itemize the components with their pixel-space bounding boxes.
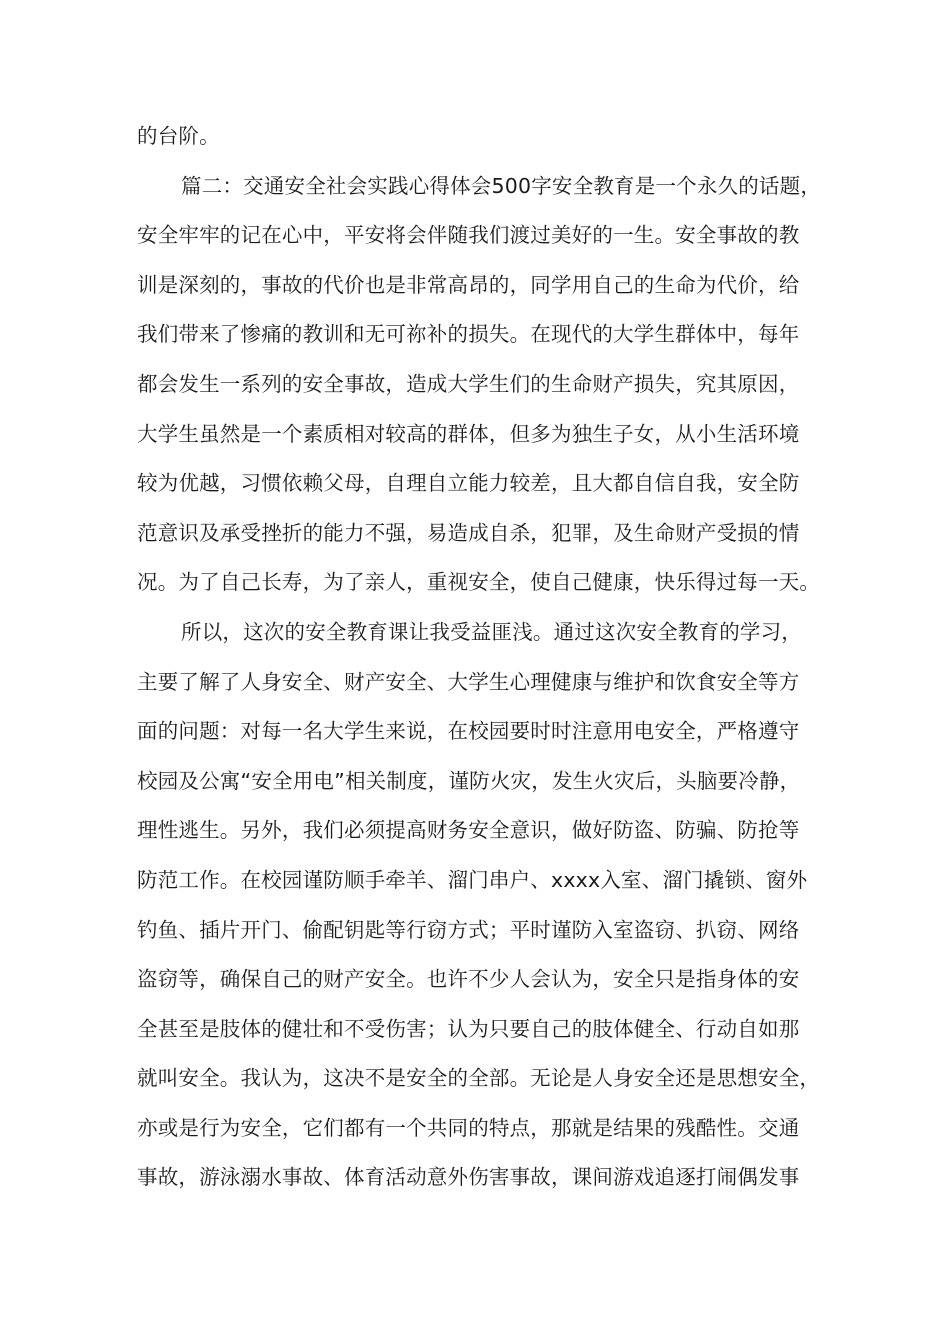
text-line: 较为优越，习惯依赖父母，自理自立能力较差，且大都自信自我，安全防 (137, 471, 800, 496)
text-line: 训是深刻的，事故的代价也是非常高昂的，同学用自己的生命为代价，给 (137, 272, 800, 297)
text-line: 防范工作。在校园谨防顺手牵羊、溜门串户、xxxx入室、溜门撬锁、窗外 (137, 867, 808, 892)
text-line: 校园及公寓“安全用电”相关制度，谨防火灾，发生火灾后，头脑要冷静， (137, 768, 801, 793)
text-line: 主要了解了人身安全、财产安全、大学生心理健康与维护和饮食安全等方 (137, 669, 800, 694)
text-line: 大学生虽然是一个素质相对较高的群体，但多为独生子女，从小生活环境 (137, 421, 800, 446)
text-line: 我们带来了惨痛的教训和无可祢补的损失。在现代的大学生群体中，每年 (137, 322, 800, 347)
document-body (137, 112, 827, 1203)
text-line: 钓鱼、插片开门、偷配钥匙等行窃方式；平时谨防入室盗窃、扒窃、网络 (137, 917, 800, 942)
text-line: 理性逃生。另外，我们必须提高财务安全意识，做好防盗、防骗、防抢等 (137, 818, 800, 843)
text-line: 都会发生一系列的安全事故，造成大学生们的生命财产损失，究其原因， (137, 371, 800, 396)
text-line: 范意识及承受挫折的能力不强，易造成自杀，犯罪，及生命财产受损的情 (137, 520, 800, 545)
paragraph-first-line: 篇二：交通安全社会实践心得体会500字安全教育是一个永久的话题， (181, 173, 822, 198)
text-line: 事故，游泳溺水事故、体育活动意外伤害事故，课间游戏追逐打闹偶发事 (137, 1165, 800, 1190)
paragraph-first-line: 所以，这次的安全教育课让我受益匪浅。通过这次安全教育的学习， (181, 619, 802, 644)
text-line: 全甚至是肢体的健壮和不受伤害；认为只要自己的肢体健全、行动自如那 (137, 1016, 800, 1041)
text-line: 就叫安全。我认为，这决不是安全的全部。无论是人身安全还是思想安全， (137, 1066, 821, 1091)
text-line: 安全牢牢的记在心中，平安将会伴随我们渡过美好的一生。安全事故的教 (137, 223, 800, 248)
text-line: 况。为了自己长寿，为了亲人，重视安全，使自己健康，快乐得过每一天。 (137, 570, 821, 595)
text-line: 亦或是行为安全，它们都有一个共同的特点，那就是结果的残酷性。交通 (137, 1115, 800, 1140)
text-line: 盗窃等，确保自己的财产安全。也许不少人会认为，安全只是指身体的安 (137, 967, 800, 992)
text-line: 的台阶。 (137, 124, 220, 148)
text-line: 面的问题：对每一名大学生来说，在校园要时时注意用电安全，严格遵守 (137, 719, 800, 744)
